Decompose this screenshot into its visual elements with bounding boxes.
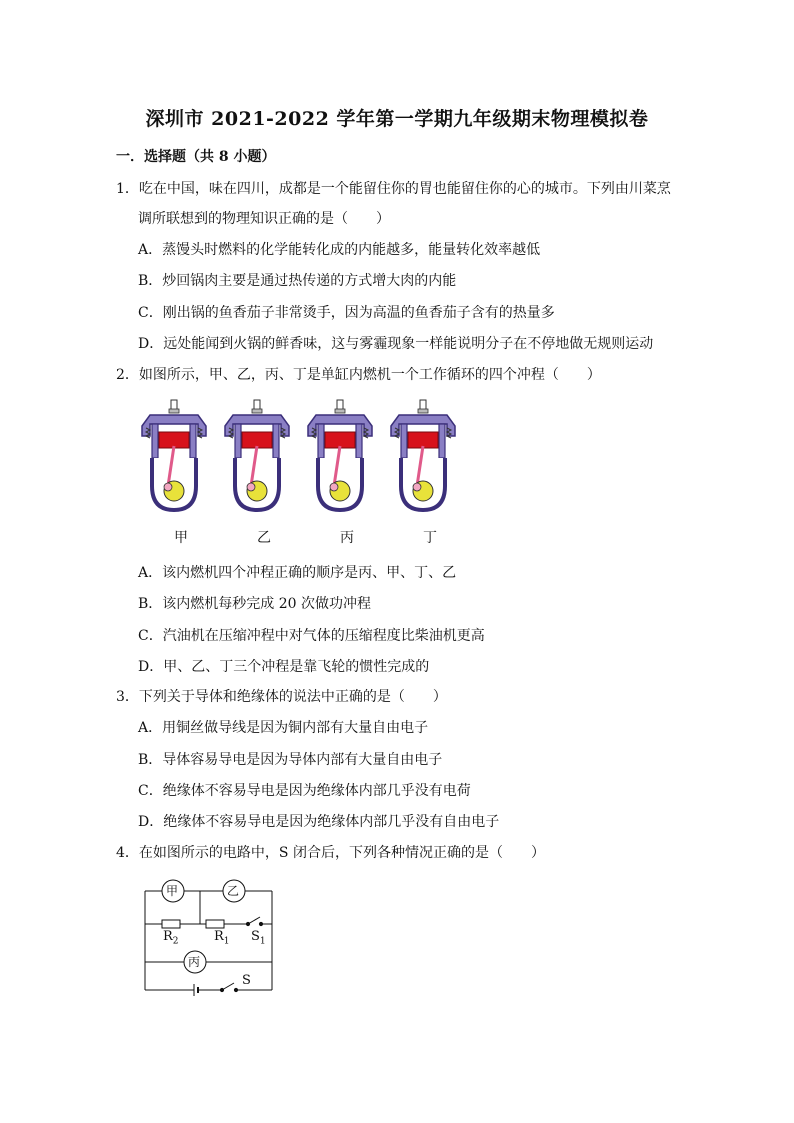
q3-option-c: C．绝缘体不容易导电是因为绝缘体内部几乎没有电荷: [138, 783, 471, 799]
q3-option-a: A．用铜丝做导线是因为铜内部有大量自由电子: [138, 720, 429, 736]
engine-label-jia: 甲: [174, 530, 188, 546]
r2-letter: R: [163, 929, 173, 944]
q3-option-b: B．导体容易导电是因为导体内部有大量自由电子: [138, 752, 443, 768]
q2-option-c: C．汽油机在压缩冲程中对气体的压缩程度比柴油机更高: [138, 628, 485, 644]
q4-stem: 4．在如图所示的电路中，S 闭合后，下列各种情况正确的是（ ）: [116, 845, 545, 861]
s1-subscript: 1: [259, 936, 266, 947]
page-title: 深圳市 2021-2022 学年第一学期九年级期末物理模拟卷: [145, 108, 649, 130]
q3-option-d: D．绝缘体不容易导电是因为绝缘体内部几乎没有自由电子: [138, 814, 500, 830]
engine-label-ding: 丁: [423, 530, 437, 546]
q2-option-b: B．该内燃机每秒完成 20 次做功冲程: [138, 596, 372, 612]
r1-letter: R: [214, 929, 224, 944]
engine-label-yi: 乙: [257, 530, 271, 546]
switch-s-label: S: [242, 973, 251, 988]
q2-stem: 2．如图所示，甲、乙，丙、丁是单缸内燃机一个工作循环的四个冲程（ ）: [116, 367, 601, 383]
engine-figure: [138, 398, 478, 523]
engine-label-bing: 丙: [340, 530, 354, 546]
q1-option-b: B．炒回锅肉主要是通过热传递的方式增大肉的内能: [138, 273, 457, 289]
lamp-yi-label: 乙: [227, 884, 240, 898]
r2-subscript: 2: [172, 936, 179, 947]
q1-option-c: C．刚出锅的鱼香茄子非常烫手，因为高温的鱼香茄子含有的热量多: [138, 305, 555, 321]
section-heading: 一．选择题（共 8 小题）: [116, 149, 276, 165]
q1-option-d: D．远处能闻到火锅的鲜香味，这与雾霾现象一样能说明分子在不停地做无规则运动: [138, 336, 654, 352]
resistor-r2-label: [163, 929, 179, 947]
q1-stem-line2: 调所联想到的物理知识正确的是（ ）: [138, 211, 390, 227]
q1-option-a: A．蒸馒头时燃料的化学能转化成的内能越多，能量转化效率越低: [138, 242, 541, 258]
switch-s1-label: [251, 929, 266, 947]
q3-stem: 3．下列关于导体和绝缘体的说法中正确的是（ ）: [116, 689, 447, 705]
s1-letter: S: [251, 929, 260, 944]
r1-subscript: 1: [223, 936, 230, 947]
q2-option-d: D．甲、乙、丁三个冲程是靠飞轮的惯性完成的: [138, 659, 430, 675]
resistor-r1-label: [214, 929, 230, 947]
lamp-bing-label: 丙: [188, 955, 201, 969]
lamp-jia-label: 甲: [166, 884, 179, 898]
q2-option-a: A．该内燃机四个冲程正确的顺序是丙、甲、丁、乙: [138, 565, 457, 581]
q1-stem-line1: 1．吃在中国，味在四川，成都是一个能留住你的胃也能留住你的心的城市。下列由川菜烹: [116, 181, 671, 197]
